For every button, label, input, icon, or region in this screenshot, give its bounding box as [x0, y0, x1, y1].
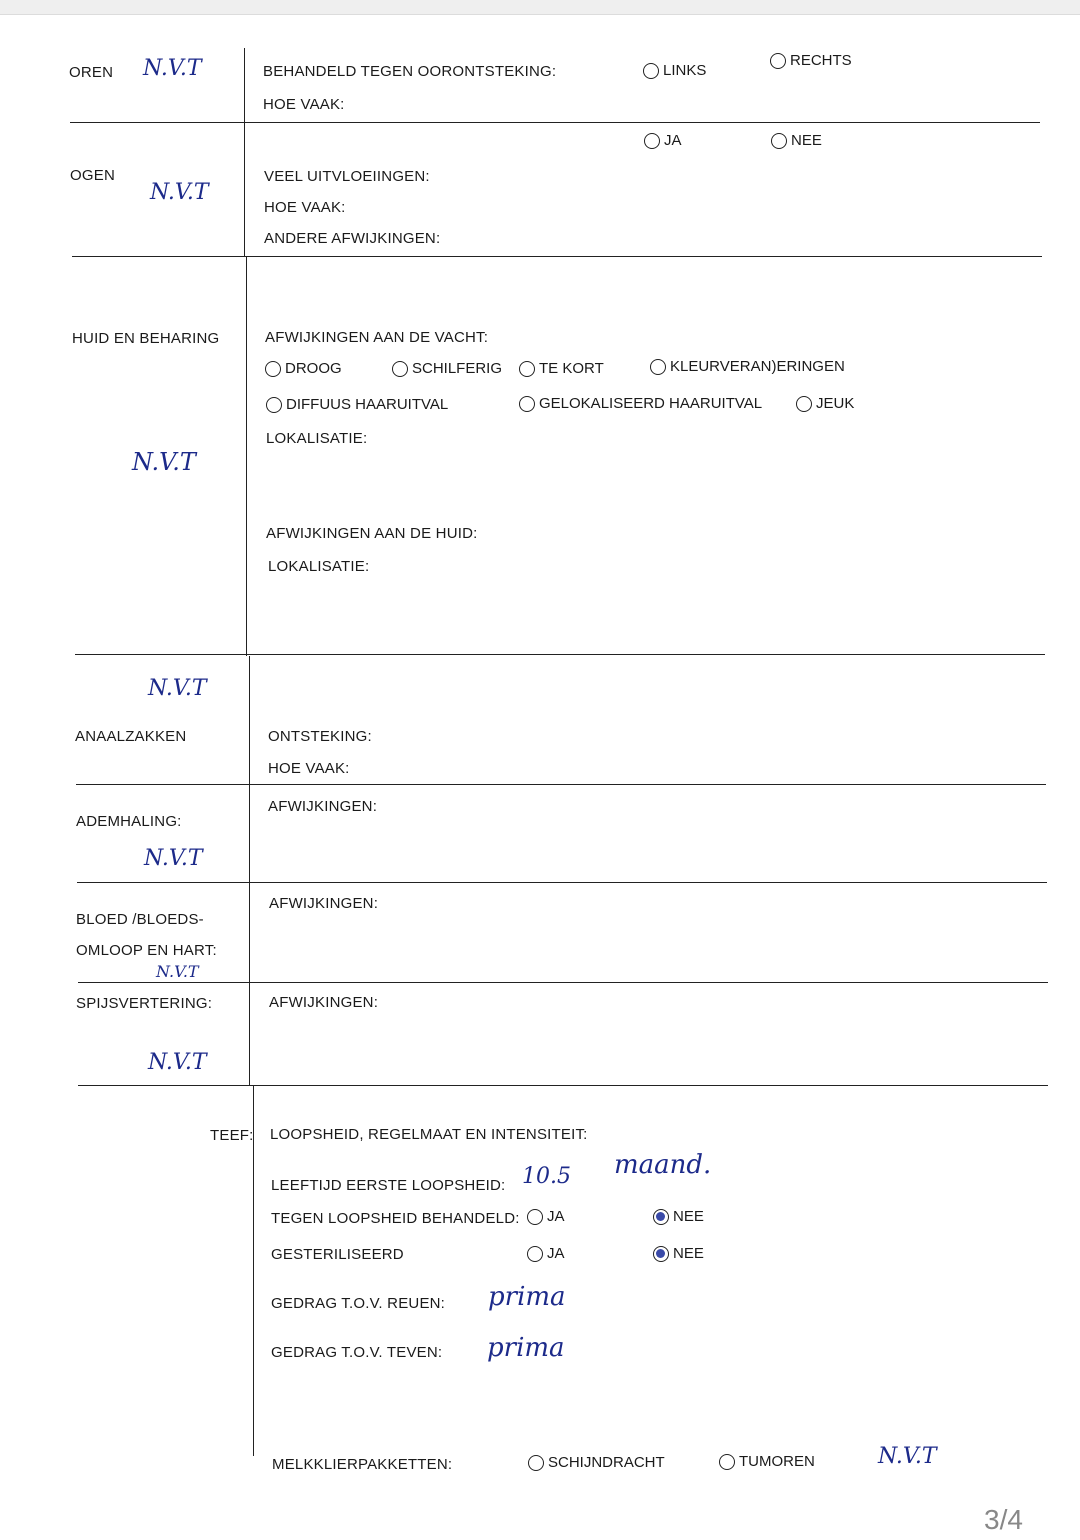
column-divider — [246, 256, 247, 656]
handwritten-nvt-adem: N.V.T — [144, 846, 203, 871]
radio-tumoren[interactable] — [719, 1453, 815, 1470]
question-hoe-vaak-ogen: HOE VAAK: — [264, 199, 346, 216]
radio-links[interactable] — [643, 62, 706, 79]
radio-circle[interactable] — [527, 1209, 543, 1225]
question-afwijkingen-bloed: AFWIJKINGEN: — [269, 895, 379, 912]
radio-behandeld-nee[interactable] — [653, 1208, 704, 1225]
question-lokalisatie-vacht: LOKALISATIE: — [266, 430, 368, 447]
radio-circle[interactable] — [650, 359, 666, 375]
question-vacht: AFWIJKINGEN AAN DE VACHT: — [265, 329, 489, 346]
radio-circle[interactable] — [771, 133, 787, 149]
checkbox-droog[interactable] — [265, 360, 342, 377]
viewer-top-bar — [0, 0, 1080, 15]
question-loopsheid: LOOPSHEID, REGELMAAT EN INTENSITEIT: — [270, 1126, 588, 1143]
radio-label: NEE — [673, 1208, 704, 1225]
question-afwijkingen-spijs: AFWIJKINGEN: — [269, 994, 379, 1011]
section-label-anaalzakken: ANAALZAKKEN — [75, 728, 187, 745]
handwritten-age-value: 10.5 — [522, 1164, 571, 1189]
section-label-ogen: OGEN — [70, 167, 115, 184]
option-label: DROOG — [285, 360, 342, 377]
radio-label: JA — [664, 132, 682, 149]
radio-circle[interactable] — [770, 53, 786, 69]
option-label: KLEURVERAN)ERINGEN — [670, 358, 845, 375]
row-divider — [76, 784, 1046, 785]
question-afwijkingen-adem: AFWIJKINGEN: — [268, 798, 378, 815]
handwritten-age-unit: maand. — [614, 1150, 712, 1180]
radio-circle[interactable] — [266, 397, 282, 413]
radio-circle[interactable] — [643, 63, 659, 79]
radio-gesteriliseerd-nee[interactable] — [653, 1245, 704, 1262]
radio-label: RECHTS — [790, 52, 852, 69]
question-hoe-vaak-anaal: HOE VAAK: — [268, 760, 350, 777]
row-divider — [70, 122, 1040, 123]
checkbox-kleurveranderingen[interactable] — [650, 358, 845, 375]
question-gesteriliseerd: GESTERILISEERD — [271, 1246, 404, 1263]
option-label: GELOKALISEERD HAARUITVAL — [539, 395, 763, 412]
checkbox-diffuus-haaruitval[interactable] — [266, 396, 448, 413]
option-label: TE KORT — [539, 360, 604, 377]
checkbox-jeuk[interactable] — [796, 395, 854, 412]
question-tegen-loopsheid-behandeld: TEGEN LOOPSHEID BEHANDELD: — [271, 1210, 520, 1227]
radio-circle[interactable] — [796, 396, 812, 412]
section-label-spijsvertering: SPIJSVERTERING: — [76, 995, 213, 1012]
section-label-ademhaling: ADEMHALING: — [76, 813, 182, 830]
option-label: SCHILFERIG — [412, 360, 503, 377]
handwritten-nvt-anaal: N.V.T — [148, 676, 207, 701]
section-label-teef: TEEF: — [210, 1127, 254, 1144]
checkbox-schilferig[interactable] — [392, 360, 502, 377]
radio-circle[interactable] — [527, 1246, 543, 1262]
checkbox-te-kort[interactable] — [519, 360, 604, 377]
column-divider — [249, 656, 250, 1086]
radio-gesteriliseerd-ja[interactable] — [527, 1245, 565, 1262]
radio-circle-selected[interactable] — [653, 1209, 669, 1225]
radio-circle[interactable] — [519, 396, 535, 412]
question-gedrag-teven: GEDRAG T.O.V. TEVEN: — [271, 1344, 443, 1361]
radio-circle-selected[interactable] — [653, 1246, 669, 1262]
question-melkklierpakketten: MELKKLIERPAKKETTEN: — [272, 1456, 453, 1473]
radio-label: NEE — [673, 1245, 704, 1262]
radio-label: JA — [547, 1245, 565, 1262]
row-divider — [78, 982, 1048, 983]
radio-circle[interactable] — [528, 1455, 544, 1471]
row-divider — [72, 256, 1042, 257]
column-divider — [244, 48, 245, 256]
radio-ogen-nee[interactable] — [771, 132, 822, 149]
section-label-oren: OREN — [69, 64, 114, 81]
option-label: JEUK — [816, 395, 855, 412]
question-leeftijd-eerste-loopsheid: LEEFTIJD EERSTE LOOPSHEID: — [271, 1177, 506, 1194]
question-gedrag-reuen: GEDRAG T.O.V. REUEN: — [271, 1295, 446, 1312]
row-divider — [77, 882, 1047, 883]
radio-behandeld-ja[interactable] — [527, 1208, 565, 1225]
question-ooronsteking: BEHANDELD TEGEN OORONTSTEKING: — [263, 63, 557, 80]
question-lokalisatie-huid: LOKALISATIE: — [268, 558, 370, 575]
radio-rechts[interactable] — [770, 52, 852, 69]
radio-label: TUMOREN — [739, 1453, 815, 1470]
handwritten-nvt-melk: N.V.T — [878, 1444, 937, 1469]
handwritten-nvt-huid: N.V.T — [132, 448, 196, 476]
handwritten-nvt-oren: N.V.T — [143, 56, 202, 81]
question-huid-afwijkingen: AFWIJKINGEN AAN DE HUID: — [266, 525, 478, 542]
handwritten-nvt-spijs: N.V.T — [148, 1050, 207, 1075]
row-divider — [78, 1085, 1048, 1086]
section-label-bloed-2: OMLOOP EN HART: — [76, 942, 217, 959]
radio-circle[interactable] — [644, 133, 660, 149]
radio-circle[interactable] — [265, 361, 281, 377]
radio-ogen-ja[interactable] — [644, 132, 682, 149]
radio-label: SCHIJNDRACHT — [548, 1454, 665, 1471]
radio-label: NEE — [791, 132, 822, 149]
section-label-bloed-1: BLOED /BLOEDS- — [76, 911, 204, 928]
question-uitvloeiingen: VEEL UITVLOEIINGEN: — [264, 168, 430, 185]
checkbox-gelokaliseerd-haaruitval[interactable] — [519, 395, 762, 412]
question-ontsteking: ONTSTEKING: — [268, 728, 372, 745]
radio-label: LINKS — [663, 62, 707, 79]
question-hoe-vaak-oren: HOE VAAK: — [263, 96, 345, 113]
radio-circle[interactable] — [519, 361, 535, 377]
handwritten-gedrag-teven: prima — [487, 1333, 565, 1363]
radio-circle[interactable] — [719, 1454, 735, 1470]
row-divider — [75, 654, 1045, 655]
section-label-huid: HUID EN BEHARING — [72, 330, 220, 347]
question-andere-afwijkingen: ANDERE AFWIJKINGEN: — [264, 230, 441, 247]
handwritten-gedrag-reuen: prima — [488, 1282, 566, 1312]
page-number: 3/4 — [984, 1504, 1023, 1535]
option-label: DIFFUUS HAARUITVAL — [286, 396, 449, 413]
radio-schijndracht[interactable] — [528, 1454, 665, 1471]
handwritten-nvt-ogen: N.V.T — [150, 180, 209, 205]
radio-circle[interactable] — [392, 361, 408, 377]
handwritten-nvt-bloed: N.V.T — [156, 962, 199, 981]
radio-label: JA — [547, 1208, 565, 1225]
